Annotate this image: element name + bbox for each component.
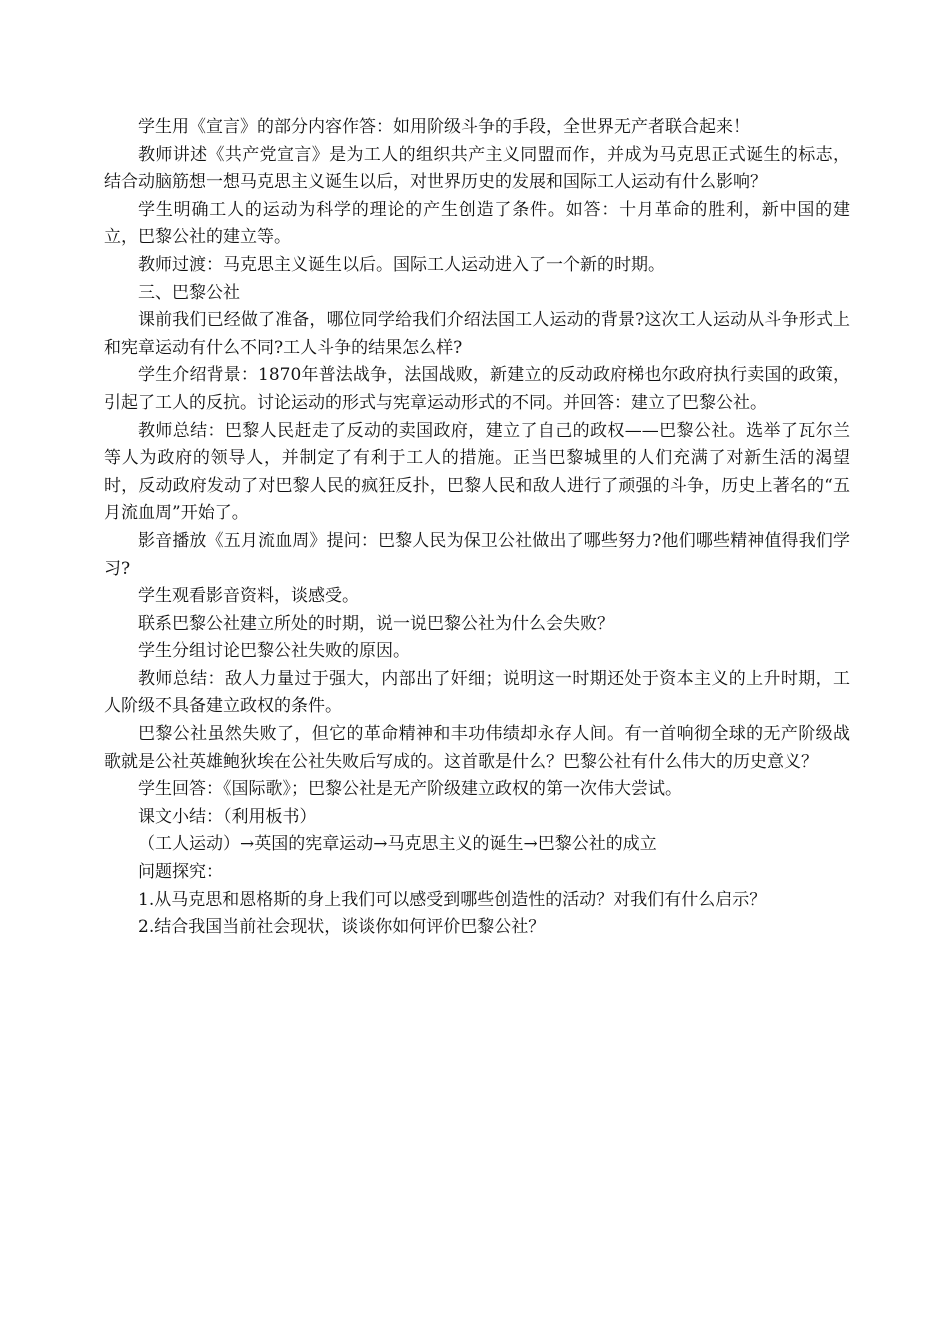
document-body bbox=[104, 114, 850, 942]
section-heading: 三、巴黎公社 bbox=[138, 282, 240, 303]
paragraph: 联系巴黎公社建立所处的时期，说一说巴黎公社为什么会失败？ bbox=[138, 613, 614, 634]
summary-heading: 课文小结：（利用板书） bbox=[138, 806, 317, 827]
paragraph: 学生回答：《国际歌》；巴黎公社是无产阶级建立政权的第一次伟大尝试。 bbox=[138, 779, 682, 800]
paragraph: 教师总结：敌人力量过于强大，内部出了奸细；说明这一时期还处于资本主义的上升时期，工人阶级不具备建立政权的条件。 bbox=[104, 668, 850, 717]
question-item: 2.结合我国当前社会现状，谈谈你如何评价巴黎公社？ bbox=[138, 917, 546, 938]
questions-heading: 问题探究： bbox=[138, 862, 223, 883]
paragraph: 学生用《宣言》的部分内容作答：如用阶级斗争的手段，全世界无产者联合起来！ bbox=[138, 117, 750, 137]
paragraph: 学生分组讨论巴黎公社失败的原因。 bbox=[138, 641, 410, 662]
paragraph: 教师过渡：马克思主义诞生以后。国际工人运动进入了一个新的时期。 bbox=[138, 254, 665, 275]
paragraph: 学生观看影音资料，谈感受。 bbox=[138, 586, 359, 607]
summary-flow: （工人运动）→英国的宪章运动→马克思主义的诞生→巴黎公社的成立 bbox=[138, 834, 657, 855]
paragraph: 巴黎公社虽然失败了，但它的革命精神和丰功伟绩却永存人间。有一首响彻全球的无产阶级战歌就是公社英雄鲍狄埃在公社失败后写成的。这首歌是什么？巴黎公社有什么伟大的历史意义？ bbox=[104, 724, 850, 772]
paragraph: 教师总结：巴黎人民赶走了反动的卖国政府，建立了自己的政权——巴黎公社。选举了瓦尔兰等人为政府的领导人，并制定了有利于工人的措施。正当巴黎城里的人们充满了对新生活的渴望时，反动政府发动了对巴黎人民的疯狂反扑，巴黎人民和敌人进行了顽强的斗争，历史上著名的“五月流血周”开始了。 bbox=[104, 420, 850, 524]
question-item: 1.从马克思和恩格斯的身上我们可以感受到哪些创造性的活动？对我们有什么启示？ bbox=[138, 889, 767, 910]
paragraph: 课前我们已经做了准备，哪位同学给我们介绍法国工人运动的背景?这次工人运动从斗争形式上和宪章运动有什么不同?工人斗争的结果怎么样? bbox=[104, 310, 850, 358]
paragraph: 教师讲述《共产党宣言》是为工人的组织共产主义同盟而作，并成为马克思正式诞生的标志，结合动脑筋想一想马克思主义诞生以后，对世界历史的发展和国际工人运动有什么影响？ bbox=[104, 144, 850, 193]
paragraph: 学生明确工人的运动为科学的理论的产生创造了条件。如答：十月革命的胜利，新中国的建立，巴黎公社的建立等。 bbox=[104, 199, 850, 248]
paragraph: 学生介绍背景：1870年普法战争，法国战败，新建立的反动政府梯也尔政府执行卖国的政策，引起了工人的反抗。讨论运动的形式与宪章运动形式的不同。并回答：建立了巴黎公社。 bbox=[104, 365, 850, 413]
paragraph: 影音播放《五月流血周》提问：巴黎人民为保卫公社做出了哪些努力?他们哪些精神值得我们学习? bbox=[104, 530, 850, 579]
